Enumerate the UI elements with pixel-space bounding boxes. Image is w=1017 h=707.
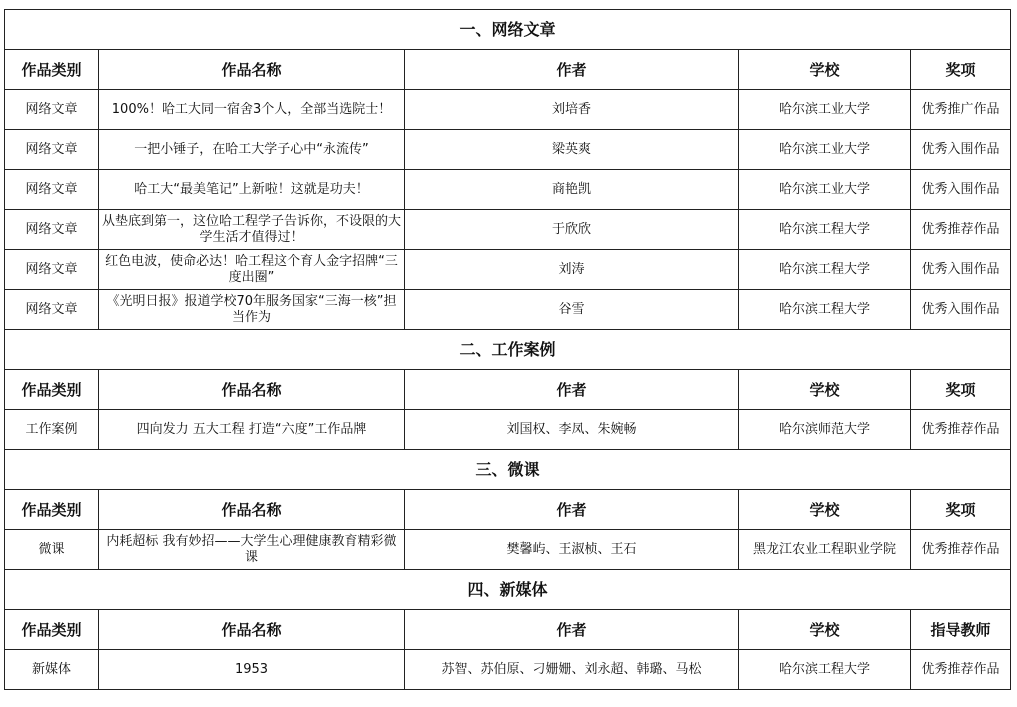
column-header-category: 作品类别 bbox=[5, 490, 99, 530]
column-header-author: 作者 bbox=[405, 370, 739, 410]
column-header-award: 奖项 bbox=[911, 370, 1011, 410]
column-header-school: 学校 bbox=[739, 370, 911, 410]
cell-award: 优秀入围作品 bbox=[911, 130, 1011, 170]
cell-school: 哈尔滨工业大学 bbox=[739, 90, 911, 130]
column-header-work-title: 作品名称 bbox=[99, 370, 405, 410]
section-title: 三、微课 bbox=[5, 450, 1011, 490]
cell-work-title: 内耗超标 我有妙招——大学生心理健康教育精彩微课 bbox=[99, 530, 405, 570]
cell-category: 网络文章 bbox=[5, 130, 99, 170]
cell-work-title: 哈工大“最美笔记”上新啦！这就是功夫！ bbox=[99, 170, 405, 210]
column-header-category: 作品类别 bbox=[5, 610, 99, 650]
cell-author: 刘国权、李凤、朱婉畅 bbox=[405, 410, 739, 450]
cell-work-title: 四向发力 五大工程 打造“六度”工作品牌 bbox=[99, 410, 405, 450]
section-title: 二、工作案例 bbox=[5, 330, 1011, 370]
cell-school: 哈尔滨工程大学 bbox=[739, 290, 911, 330]
header-row bbox=[5, 370, 1011, 410]
cell-award: 优秀入围作品 bbox=[911, 250, 1011, 290]
column-header-category: 作品类别 bbox=[5, 370, 99, 410]
column-header-school: 学校 bbox=[739, 490, 911, 530]
table-row bbox=[5, 530, 1011, 570]
table-row bbox=[5, 650, 1011, 690]
column-header-work-title: 作品名称 bbox=[99, 50, 405, 90]
column-header-award: 指导教师 bbox=[911, 610, 1011, 650]
column-header-award: 奖项 bbox=[911, 50, 1011, 90]
section-title-row bbox=[5, 330, 1011, 370]
cell-work-title: 1953 bbox=[99, 650, 405, 690]
cell-school: 哈尔滨工程大学 bbox=[739, 650, 911, 690]
table-row bbox=[5, 210, 1011, 250]
column-header-work-title: 作品名称 bbox=[99, 610, 405, 650]
table-row bbox=[5, 410, 1011, 450]
cell-author: 苏智、苏伯原、刁姗姗、刘永超、韩璐、马松 bbox=[405, 650, 739, 690]
cell-author: 刘培香 bbox=[405, 90, 739, 130]
table-row bbox=[5, 250, 1011, 290]
cell-award: 优秀推荐作品 bbox=[911, 650, 1011, 690]
cell-school: 哈尔滨工业大学 bbox=[739, 170, 911, 210]
section-title-row bbox=[5, 570, 1011, 610]
cell-category: 网络文章 bbox=[5, 290, 99, 330]
section-title-row bbox=[5, 450, 1011, 490]
column-header-work-title: 作品名称 bbox=[99, 490, 405, 530]
cell-work-title: 红色电波，使命必达！哈工程这个育人金字招牌“三度出圈” bbox=[99, 250, 405, 290]
cell-school: 哈尔滨师范大学 bbox=[739, 410, 911, 450]
table-row bbox=[5, 290, 1011, 330]
column-header-author: 作者 bbox=[405, 490, 739, 530]
cell-author: 樊馨屿、王淑桢、王石 bbox=[405, 530, 739, 570]
section-title: 一、网络文章 bbox=[5, 10, 1011, 50]
table-row bbox=[5, 90, 1011, 130]
cell-author: 刘涛 bbox=[405, 250, 739, 290]
cell-category: 网络文章 bbox=[5, 90, 99, 130]
cell-category: 网络文章 bbox=[5, 250, 99, 290]
column-header-author: 作者 bbox=[405, 610, 739, 650]
cell-award: 优秀推荐作品 bbox=[911, 530, 1011, 570]
cell-author: 于欣欣 bbox=[405, 210, 739, 250]
section-title: 四、新媒体 bbox=[5, 570, 1011, 610]
cell-award: 优秀入围作品 bbox=[911, 170, 1011, 210]
cell-category: 网络文章 bbox=[5, 170, 99, 210]
column-header-award: 奖项 bbox=[911, 490, 1011, 530]
column-header-school: 学校 bbox=[739, 50, 911, 90]
cell-award: 优秀推广作品 bbox=[911, 90, 1011, 130]
cell-author: 谷雪 bbox=[405, 290, 739, 330]
cell-work-title: 从垫底到第一，这位哈工程学子告诉你，不设限的大学生活才值得过！ bbox=[99, 210, 405, 250]
cell-school: 哈尔滨工程大学 bbox=[739, 210, 911, 250]
cell-category: 微课 bbox=[5, 530, 99, 570]
cell-category: 网络文章 bbox=[5, 210, 99, 250]
cell-author: 梁英爽 bbox=[405, 130, 739, 170]
cell-school: 黑龙江农业工程职业学院 bbox=[739, 530, 911, 570]
cell-author: 商艳凯 bbox=[405, 170, 739, 210]
column-header-author: 作者 bbox=[405, 50, 739, 90]
cell-school: 哈尔滨工程大学 bbox=[739, 250, 911, 290]
header-row bbox=[5, 50, 1011, 90]
cell-category: 新媒体 bbox=[5, 650, 99, 690]
awards-table bbox=[4, 9, 1011, 690]
cell-work-title: 《光明日报》报道学校70年服务国家“三海一核”担当作为 bbox=[99, 290, 405, 330]
section-title-row bbox=[5, 10, 1011, 50]
table-row bbox=[5, 170, 1011, 210]
column-header-school: 学校 bbox=[739, 610, 911, 650]
cell-work-title: 一把小锤子，在哈工大学子心中“永流传” bbox=[99, 130, 405, 170]
cell-award: 优秀推荐作品 bbox=[911, 410, 1011, 450]
table-row bbox=[5, 130, 1011, 170]
cell-award: 优秀推荐作品 bbox=[911, 210, 1011, 250]
header-row bbox=[5, 490, 1011, 530]
cell-work-title: 100%！哈工大同一宿舍3个人，全部当选院士！ bbox=[99, 90, 405, 130]
cell-school: 哈尔滨工业大学 bbox=[739, 130, 911, 170]
column-header-category: 作品类别 bbox=[5, 50, 99, 90]
awards-table-body bbox=[5, 10, 1011, 690]
cell-award: 优秀入围作品 bbox=[911, 290, 1011, 330]
cell-category: 工作案例 bbox=[5, 410, 99, 450]
header-row bbox=[5, 610, 1011, 650]
